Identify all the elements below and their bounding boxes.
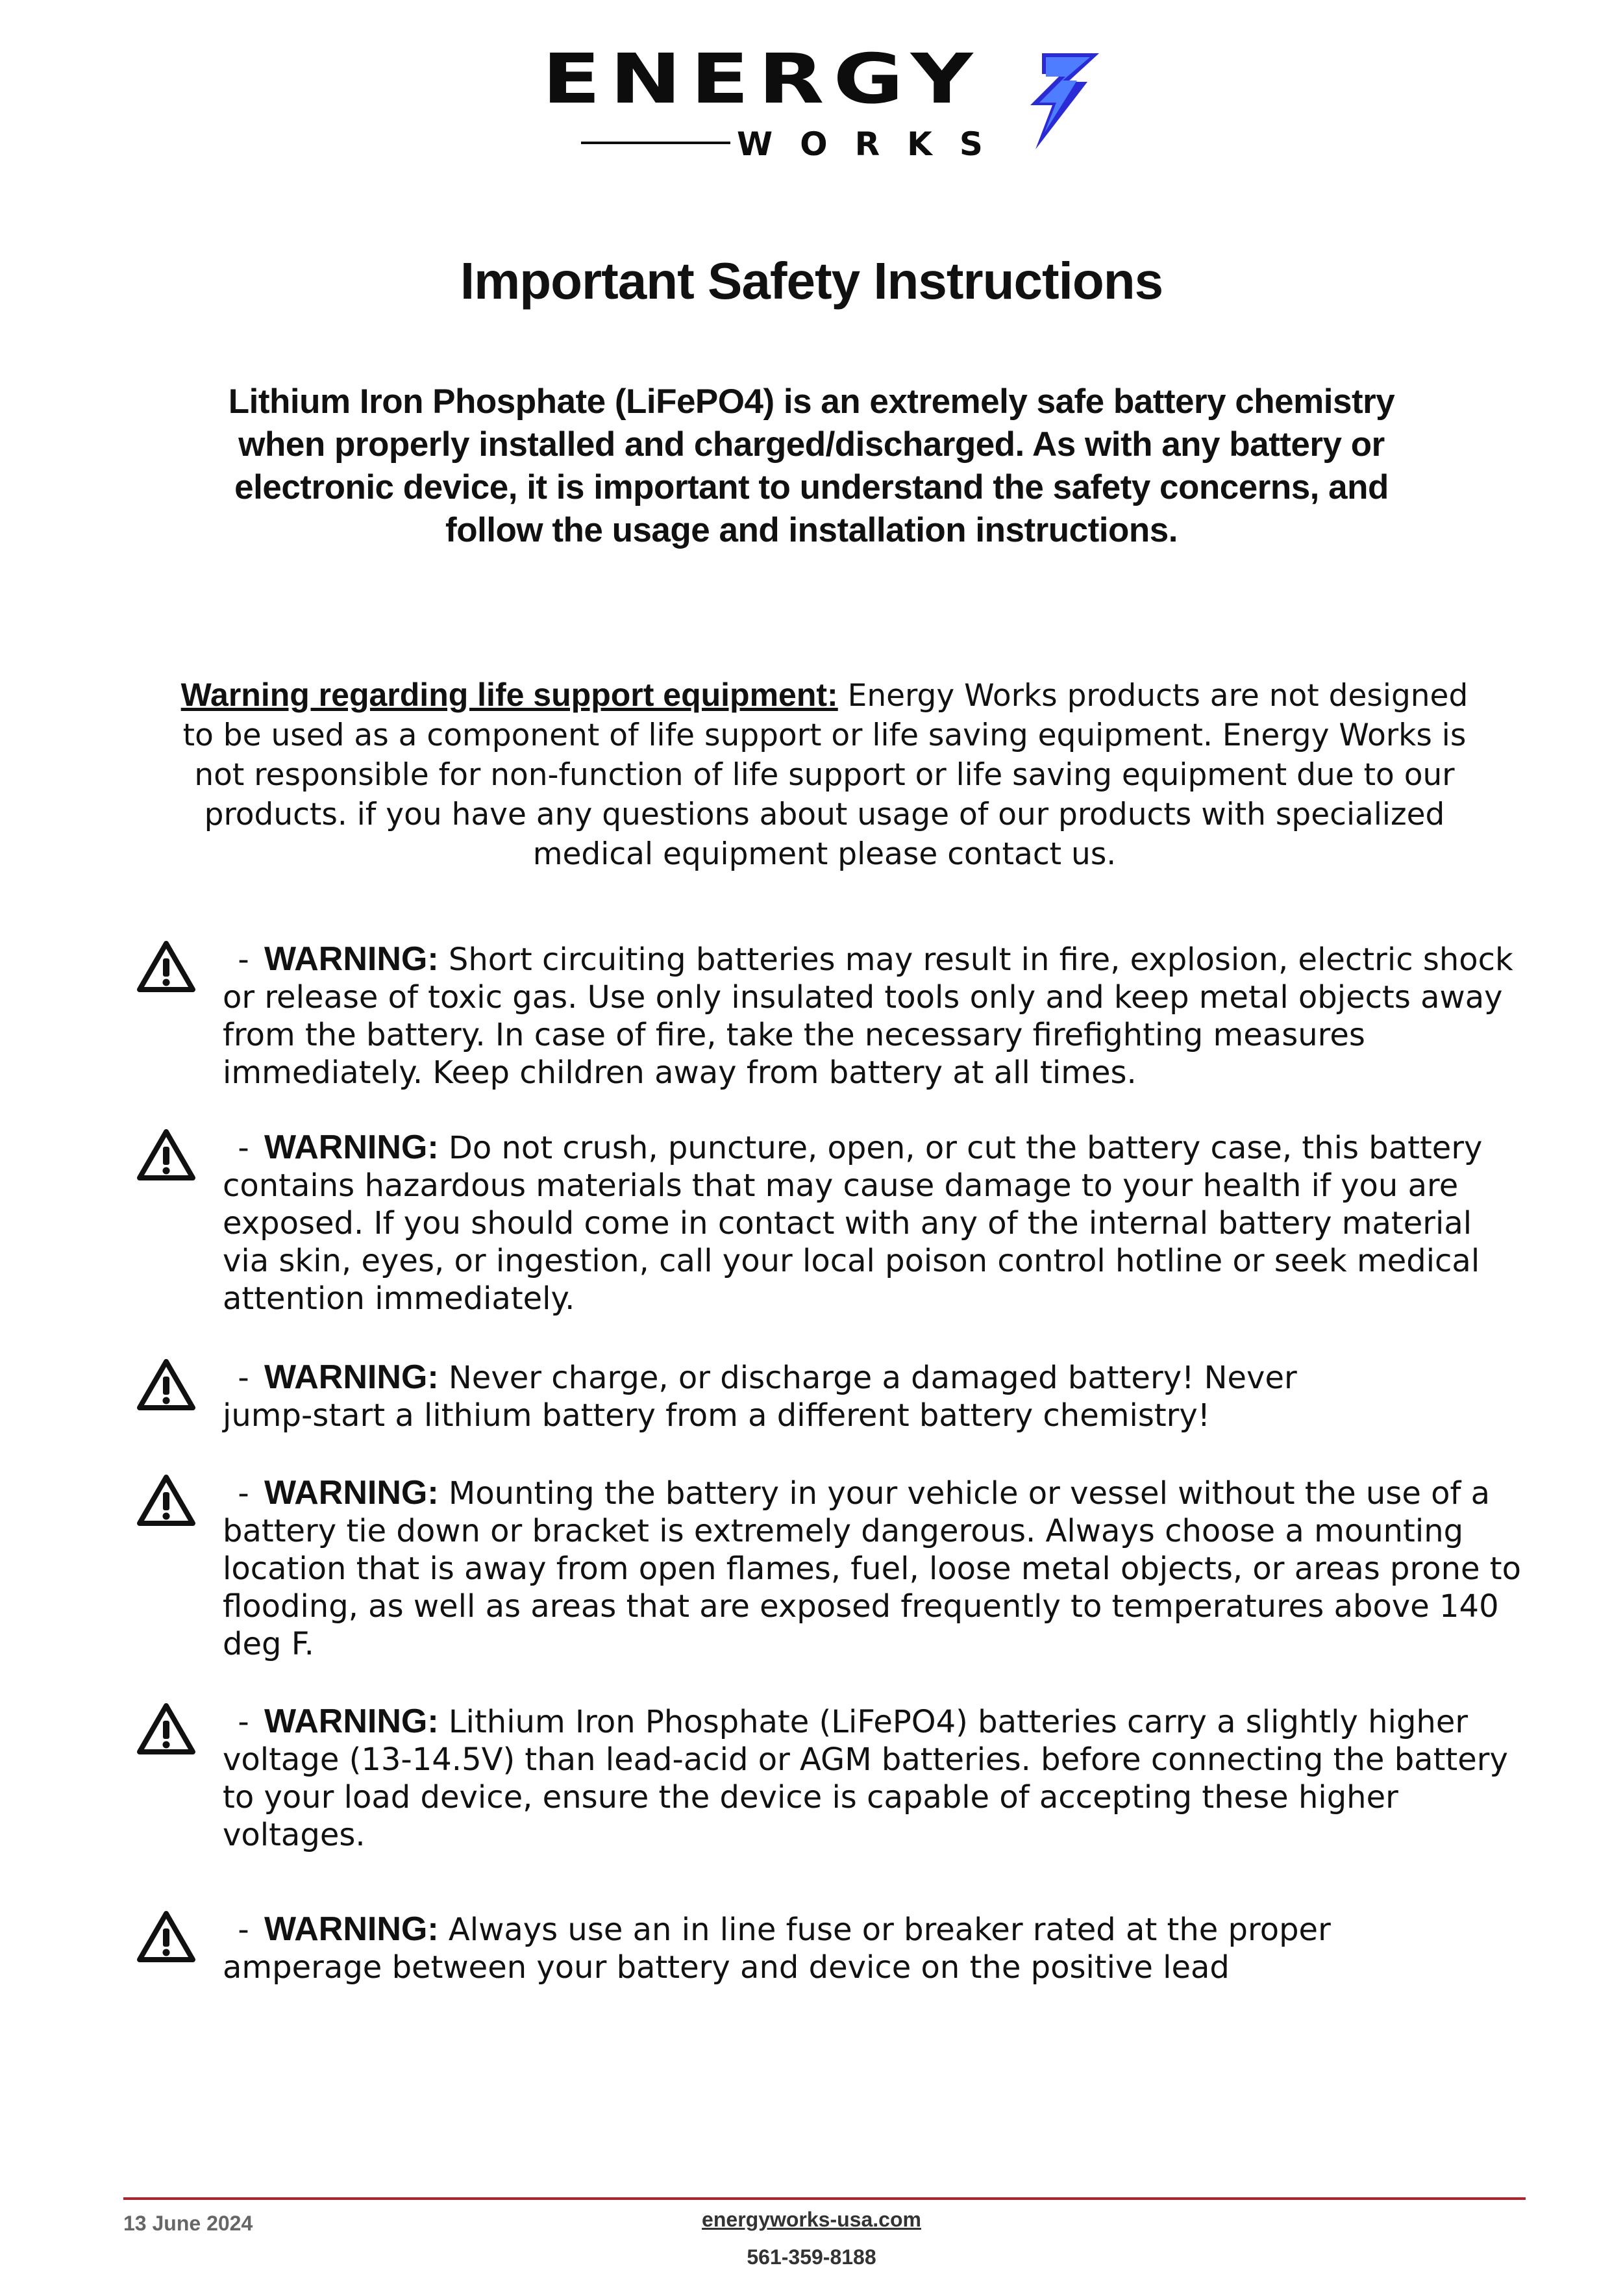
warning-label: WARNING: <box>264 1129 439 1166</box>
logo-subtitle: WORKS <box>737 125 1010 163</box>
warning-text: Mounting the battery in your vehicle or vessel without the use of a battery tie down or bracket is extremely dangerous. Always choose a mounting location that is away from open flames, fuel, loose metal objects, or areas prone to flooding, as well as areas that are exposed frequently to temperatures above 140 deg F. <box>223 1475 1521 1662</box>
energy-works-logo <box>542 39 1100 163</box>
warning-dash: - <box>238 1360 249 1396</box>
warning-triangle-icon <box>136 1703 196 1756</box>
warning-text: Always use an in line fuse or breaker rated at the proper amperage between your battery and device on the positive lead <box>223 1912 1331 1986</box>
warning-triangle-icon <box>136 940 196 993</box>
warning-label: WARNING: <box>264 1474 439 1512</box>
footer-date: 13 June 2024 <box>123 2212 253 2235</box>
warning-dash: - <box>238 1475 249 1512</box>
warning-text-block <box>223 1129 1521 1317</box>
footer-rule <box>123 2197 1526 2200</box>
warning-triangle-icon <box>136 1474 196 1527</box>
warning-text: Lithium Iron Phosphate (LiFePO4) batteries carry a slightly higher voltage (13-14.5V) than lead-acid or AGM batteries. before connecting the battery to your load device, ensure the device is capable of accepting these higher voltages. <box>223 1704 1508 1853</box>
warning-label: WARNING: <box>264 1910 439 1948</box>
warning-text: Short circuiting batteries may result in fire, explosion, electric shock or release of toxic gas. Use only insulated tools only and keep metal objects away from the battery. In case of fire, take the necessary firefighting measures immediately. Keep children away from battery at all times. <box>223 942 1513 1091</box>
warning-text: Do not crush, puncture, open, or cut the battery case, this battery contains hazardous materials that may cause damage to your health if you are exposed. If you should come in contact with any of the internal battery material via skin, eyes, or ingestion, call your local poison control hotline or seek medical attention immediately. <box>223 1130 1483 1317</box>
life-support-notice <box>162 675 1487 874</box>
life-support-text: Energy Works products are not designed to be used as a component of life support or life saving equipment. Energy Works is not responsible for non-function of life support or life saving equipment due to our products. if you have any questions about usage of our products with specialized medical equipment please contact us. <box>182 678 1468 872</box>
warning-text-block <box>223 1910 1391 1986</box>
warning-text: Never charge, or discharge a damaged battery! Never jump-start a lithium battery from a different battery chemistry! <box>223 1360 1297 1434</box>
warning-label: WARNING: <box>264 1703 439 1740</box>
warning-label: WARNING: <box>264 1358 439 1396</box>
life-support-heading: Warning regarding life support equipment: <box>180 677 838 713</box>
warning-dash: - <box>238 1912 249 1948</box>
logo-wordmark: ENERGY <box>542 39 982 119</box>
warning-text-block <box>223 1358 1378 1434</box>
intro-paragraph: Lithium Iron Phosphate (LiFePO4) is an extremely safe battery chemistry when properly installed and charged/discharged. As with any battery or electronic device, it is important to understand the safety concerns, and follow the usage and installation instructions. <box>228 382 1395 549</box>
warning-dash: - <box>238 1130 249 1166</box>
lightning-bolt-icon <box>1022 48 1100 152</box>
footer-phone: 561-359-8188 <box>747 2245 876 2269</box>
warning-label: WARNING: <box>264 940 439 978</box>
warning-triangle-icon <box>136 1358 196 1412</box>
warning-triangle-icon <box>136 1129 196 1182</box>
warning-triangle-icon <box>136 1910 196 1964</box>
warning-text-block <box>223 1703 1521 1854</box>
logo-underline <box>581 142 730 144</box>
footer-website-link[interactable]: energyworks-usa.com <box>702 2208 921 2231</box>
page-title: Important Safety Instructions <box>460 252 1163 310</box>
warning-dash: - <box>238 1704 249 1740</box>
warning-text-block <box>223 1474 1521 1663</box>
warning-dash: - <box>238 942 249 978</box>
warning-text-block <box>223 940 1521 1092</box>
